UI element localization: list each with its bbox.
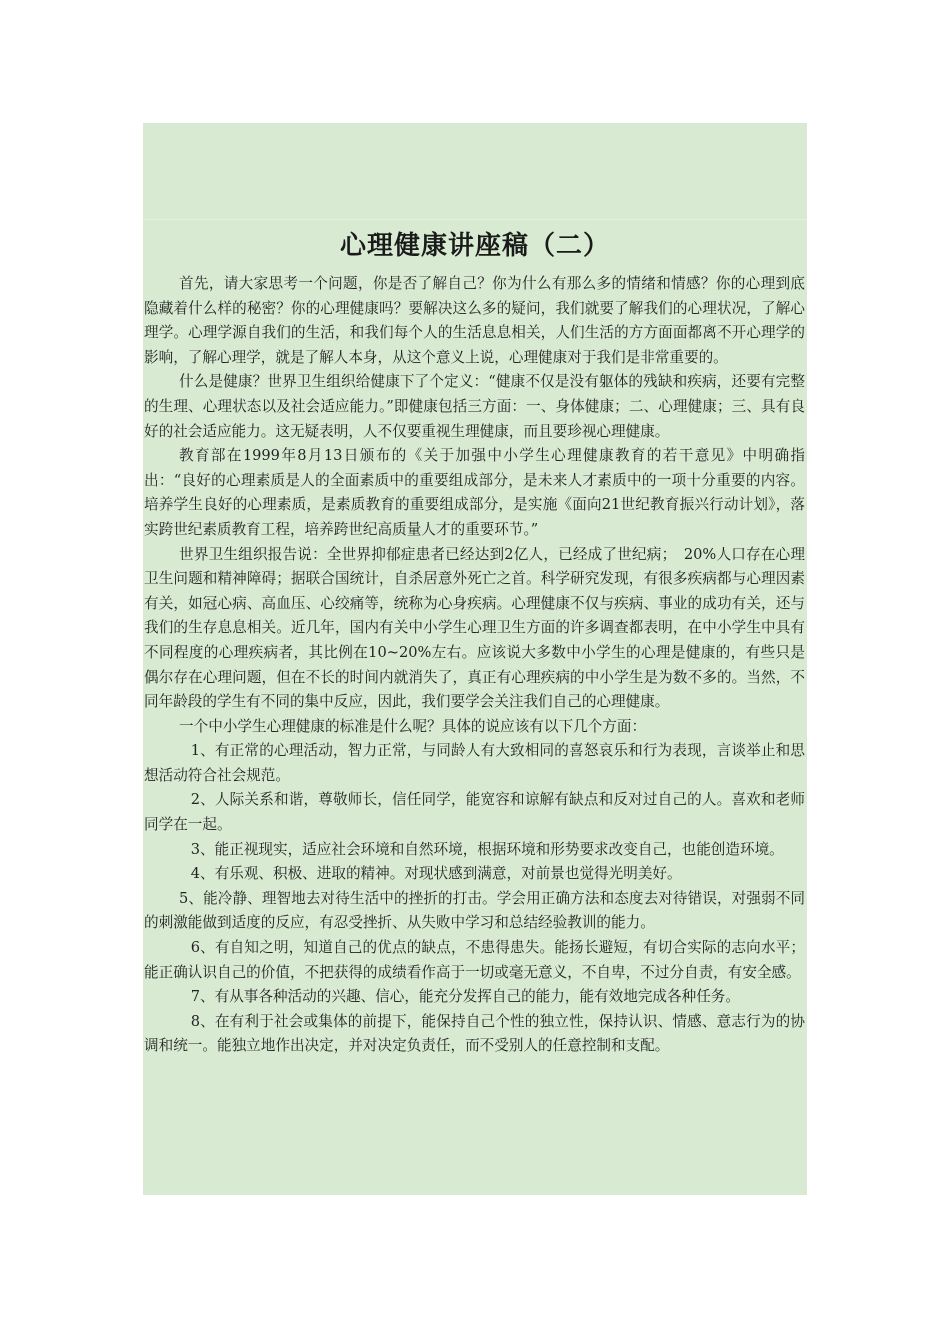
standard-item: 7、有从事各种活动的兴趣、信心，能充分发挥自己的能力，能有效地完成各种任务。 — [190, 988, 740, 1006]
who-report-paragraph: 世界卫生组织报告说：全世界抑郁症患者已经达到2亿人，已经成了世纪病； 20%人口存在心理卫生问题和精神障碍；据联合国统计，自杀居意外死亡之首。科学研究发现，有很多疾病都与心理因素有关，如冠心病、高血压、心绞痛等，统称为心身疾病。心理健康不仅与疾病、事业的成功有关，还与我们的生存息息相关。近几年，国内有关中小学生心理卫生方面的许多调查都表明，在中小学生中具有不同程度的心理疾病者，其比例在10~20%左右。应该说大多数中小学生的心理是健康的，有些只是偶尔存在心理问题，但在不长的时间内就消失了，真正有心理疾病的中小学生是为数不多的。当然，不同年龄段的学生有不同的集中反应，因此，我们要学会关注我们自己的心理健康。 — [144, 545, 805, 711]
standard-item: 1、有正常的心理活动，智力正常，与同龄人有大致相同的喜怒哀乐和行为表现，言谈举止和思想活动符合社会规范。 — [144, 742, 805, 784]
document-body — [143, 272, 807, 1059]
standard-item: 8、在有利于社会或集体的前提下，能保持自己个性的独立性，保持认识、情感、意志行为的协调和统一。能独立地作出决定，并对决定负责任，而不受别人的任意控制和支配。 — [144, 1012, 805, 1055]
standard-item: 6、有自知之明，知道自己的优点的缺点，不患得患失。能扬长避短，有切合实际的志向水平；能正确认识自己的价值，不把获得的成绩看作高于一切或毫无意义，不自卑，不过分自责，有安全感。 — [144, 939, 805, 981]
header-area — [143, 123, 807, 219]
document-title: 心理健康讲座稿（二） — [339, 231, 610, 261]
standard-item: 5、能冷静、理智地去对待生活中的挫折的打击。学会用正确方法和态度去对待错误，对强弱不同的刺激能做到适度的反应，有忍受挫折、从失败中学习和总结经验教训的能力。 — [144, 889, 805, 932]
education-ministry-paragraph: 教育部在1999年8月13日颁布的《关于加强中小学生心理健康教育的若干意见》中明确指出：“良好的心理素质是人的全面素质中的重要组成部分，是未来人才素质中的一项十分重要的内容。培养学生良好的心理素质，是素质教育的重要组成部分，是实施《面向21世纪教育振兴行动计划》，落实跨世纪素质教育工程，培养跨世纪高质量人才的重要环节。” — [144, 447, 805, 538]
document-page — [143, 123, 807, 1195]
standard-item: 2、人际关系和谐，尊敬师长，信任同学，能宽容和谅解有缺点和反对过自己的人。喜欢和老师同学在一起。 — [144, 791, 805, 834]
health-definition-paragraph: 什么是健康？世界卫生组织给健康下了个定义：“健康不仅是没有躯体的残缺和疾病，还要有完整的生理、心理状态以及社会适应能力。”即健康包括三方面：一、身体健康；二、心理健康；三、具有良好的社会适应能力。这无疑表明，人不仅要重视生理健康，而且要珍视心理健康。 — [144, 373, 805, 440]
standards-question-paragraph: 一个中小学生心理健康的标准是什么呢？具体的说应该有以下几个方面： — [179, 717, 647, 735]
standard-item: 3、能正视现实，适应社会环境和自然环境，根据环境和形势要求改变自己，也能创造环境。 — [190, 840, 784, 858]
intro-paragraph: 首先，请大家思考一个问题，你是否了解自己？你为什么有那么多的情绪和情感？你的心理到底隐藏着什么样的秘密？你的心理健康吗？要解决这么多的疑问，我们就要了解我们的心理状况，了解心理学。心理学源自我们的生活，和我们每个人的生活息息相关，人们生活的方方面面都离不开心理学的影响，了解心理学，就是了解人本身，从这个意义上说，心理健康对于我们是非常重要的。 — [144, 275, 805, 366]
standard-item: 4、有乐观、积极、进取的精神。对现状感到满意，对前景也觉得光明美好。 — [190, 865, 682, 883]
